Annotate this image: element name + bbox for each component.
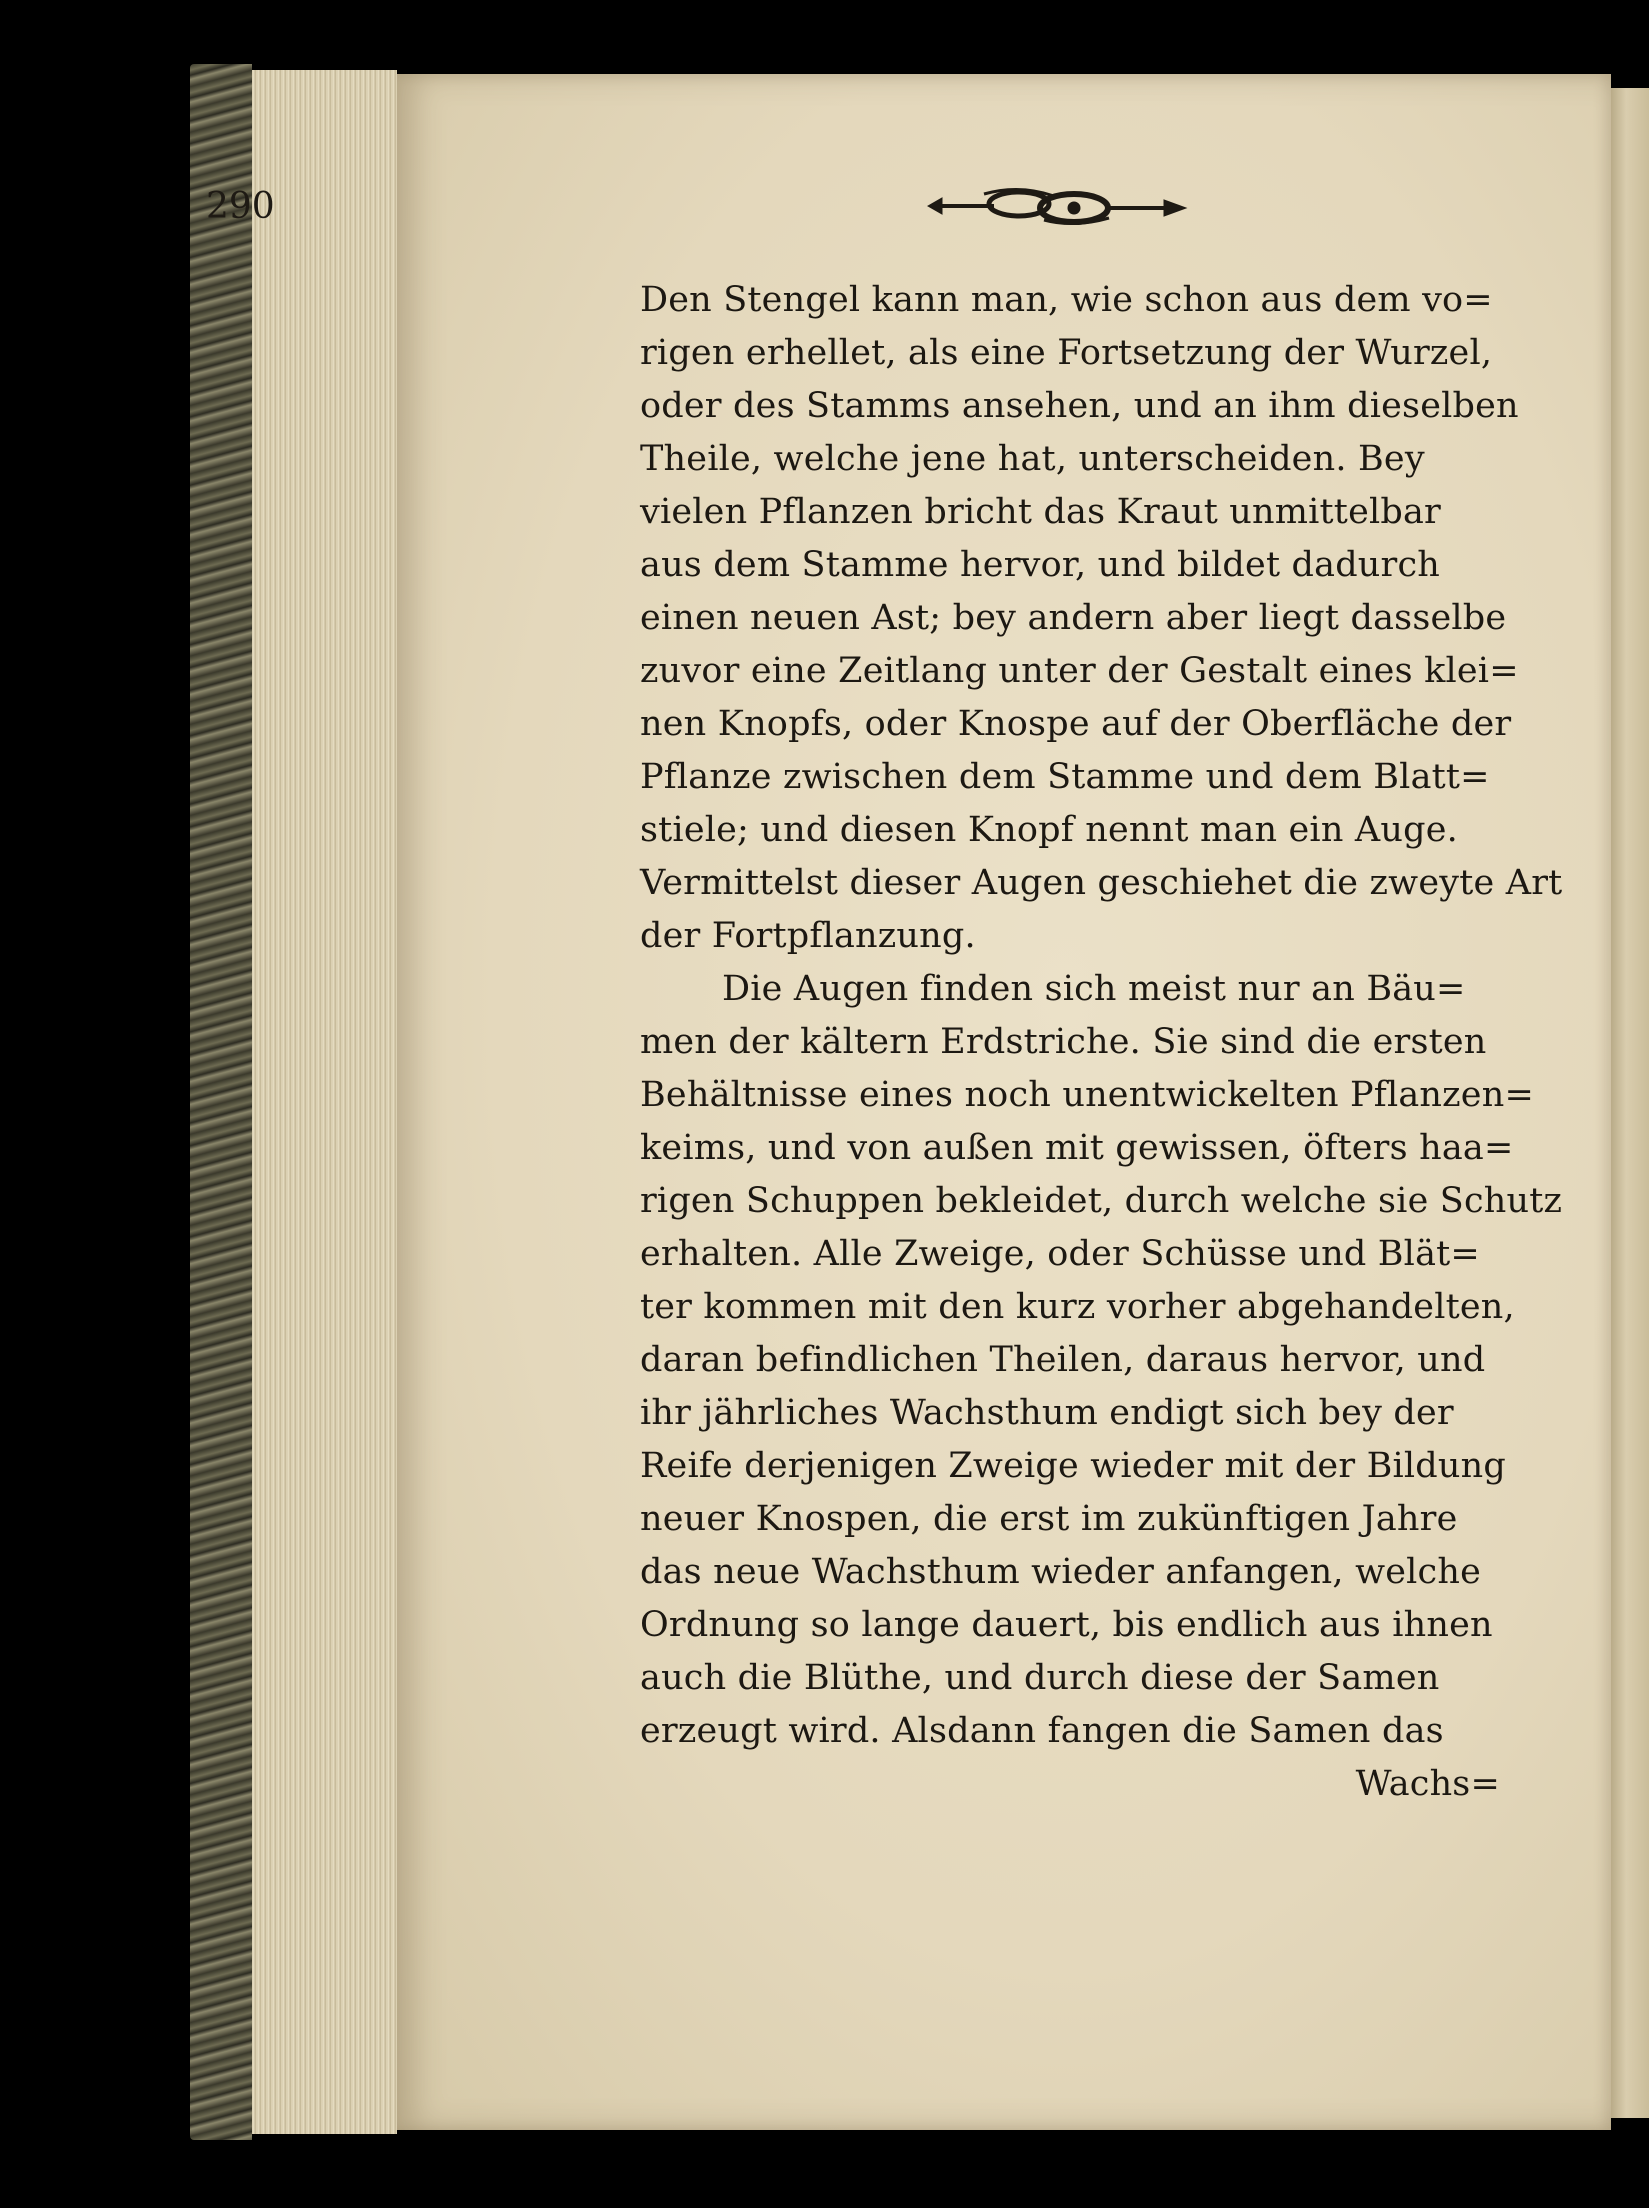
text-line: Reife derjenigen Zweige wieder mit der Bildung	[640, 1446, 1506, 1486]
catchword: Wachs=	[1355, 1764, 1500, 1804]
text-line: ter kommen mit den kurz vorher abgehandelten,	[640, 1287, 1515, 1327]
text-line: keims, und von außen mit gewissen, öfters haa=	[640, 1128, 1514, 1168]
page-number: 290	[206, 186, 275, 227]
text-line: oder des Stamms ansehen, und an ihm dieselben	[640, 386, 1519, 426]
text-line: rigen Schuppen bekleidet, durch welche sie Schutz	[640, 1181, 1563, 1221]
text-line: vielen Pflanzen bricht das Kraut unmittelbar	[640, 492, 1441, 532]
text-line: der Fortpflanzung.	[640, 916, 976, 956]
text-line: Den Stengel kann man, wie schon aus dem vo=	[640, 280, 1493, 320]
text-line: Vermittelst dieser Augen geschiehet die zweyte Art	[640, 863, 1563, 903]
page-stack-edge	[252, 70, 397, 2134]
marbled-cover-edge	[190, 64, 252, 2140]
text-line: stiele; und diesen Knopf nennt man ein Auge.	[640, 810, 1458, 850]
text-line: Behältnisse eines noch unentwickelten Pflanzen=	[640, 1075, 1534, 1115]
text-line: erhalten. Alle Zweige, oder Schüsse und Blät=	[640, 1234, 1480, 1274]
text-line: einen neuen Ast; bey andern aber liegt dasselbe	[640, 598, 1507, 638]
text-line: ihr jährliches Wachsthum endigt sich bey der	[640, 1393, 1454, 1433]
text-line: Ordnung so lange dauert, bis endlich aus ihnen	[640, 1605, 1493, 1645]
text-line: men der kältern Erdstriche. Sie sind die ersten	[640, 1022, 1487, 1062]
text-line: Pflanze zwischen dem Stamme und dem Blatt=	[640, 757, 1490, 797]
text-line: Theile, welche jene hat, unterscheiden. Bey	[640, 439, 1425, 479]
text-line: das neue Wachsthum wieder anfangen, welche	[640, 1552, 1481, 1592]
text-line: aus dem Stamme hervor, und bildet dadurch	[640, 545, 1441, 585]
text-line: daran befindlichen Theilen, daraus hervor, und	[640, 1340, 1486, 1380]
facing-page-edge	[1611, 88, 1649, 2118]
text-line: auch die Blüthe, und durch diese der Samen	[640, 1658, 1440, 1698]
page-text	[640, 274, 1563, 1811]
header-ornament-icon	[924, 184, 1194, 228]
text-line-paragraph-start: Die Augen finden sich meist nur an Bäu=	[722, 969, 1466, 1009]
text-line: neuer Knospen, die erst im zukünftigen Jahre	[640, 1499, 1458, 1539]
text-line: nen Knopfs, oder Knospe auf der Oberfläche der	[640, 704, 1512, 744]
text-line: rigen erhellet, als eine Fortsetzung der Wurzel,	[640, 333, 1493, 373]
text-line: zuvor eine Zeitlang unter der Gestalt eines klei=	[640, 651, 1519, 691]
text-line: erzeugt wird. Alsdann fangen die Samen das	[640, 1711, 1444, 1751]
